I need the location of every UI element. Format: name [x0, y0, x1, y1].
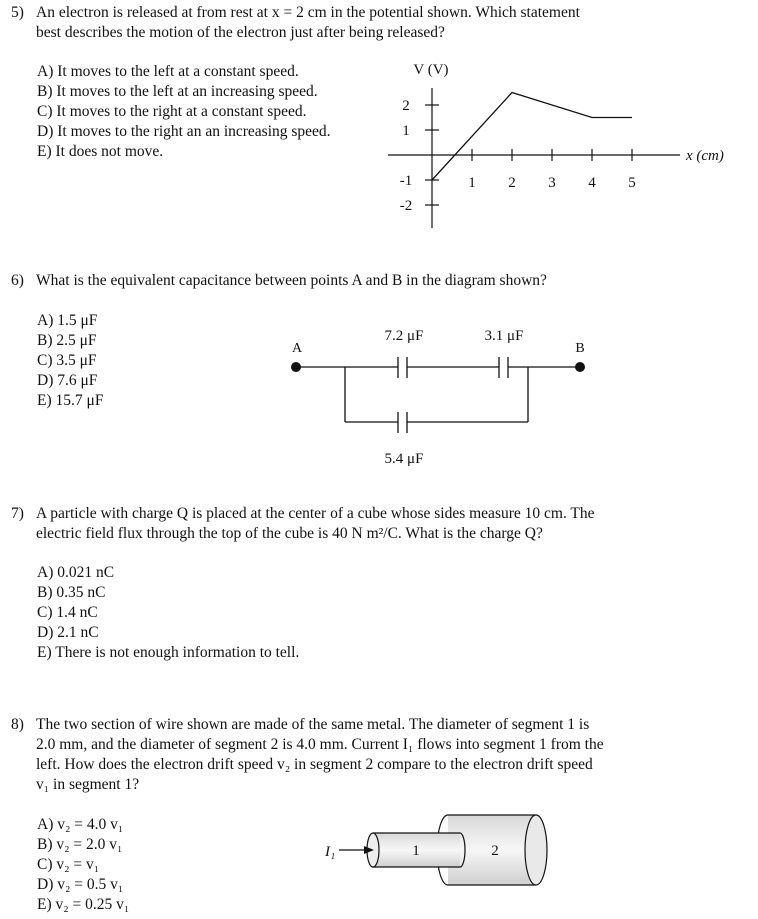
label-a: A	[291, 341, 303, 356]
q5-line2: best describes the motion of the electron just after being released?	[36, 24, 445, 41]
cap1-label: 7.2 μF	[384, 328, 424, 344]
q8-option-b[interactable]: B) v₂ = 2.0 v₁	[37, 836, 123, 853]
q6-question: What is the equivalent capacitance between points A and B in the diagram shown?	[36, 272, 547, 289]
x-tick-label-3: 3	[548, 175, 556, 191]
segment-2-label: 2	[491, 843, 499, 859]
x-axis-label: x (cm)	[686, 148, 724, 164]
segment-1-label: 1	[412, 843, 420, 859]
x-tick-label-4: 4	[588, 175, 596, 191]
cap3-label: 5.4 μF	[384, 451, 424, 467]
q8-option-c[interactable]: C) v₂ = v₁	[37, 856, 100, 873]
q6-option-b[interactable]: B) 2.5 μF	[37, 332, 97, 349]
x-tick-label-5: 5	[628, 175, 636, 191]
q5-option-c[interactable]: C) It moves to the right at a constant speed.	[37, 103, 307, 120]
q8-option-a[interactable]: A) v₂ = 4.0 v₁	[37, 816, 124, 833]
q7-line2: electric field flux through the top of the cube is 40 N m²/C. What is the charge Q?	[36, 525, 543, 542]
q7-option-a[interactable]: A) 0.021 nC	[37, 564, 115, 581]
y-tick-label--2: -2	[399, 198, 413, 214]
q7-option-d[interactable]: D) 2.1 nC	[37, 624, 99, 641]
q5-line1: An electron is released at from rest at x = 2 cm in the potential shown. Which statement	[36, 4, 580, 21]
y-tick-label-2: 2	[402, 98, 410, 114]
q8-line3: left. How does the electron drift speed v₂ in segment 2 compare to the electron drift speed	[36, 756, 593, 773]
q5-option-e[interactable]: E) It does not move.	[37, 143, 164, 160]
q5-option-b[interactable]: B) It moves to the left at an increasing speed.	[37, 83, 318, 100]
q6-option-c[interactable]: C) 3.5 μF	[37, 352, 97, 369]
y-axis-label: V (V)	[413, 62, 449, 78]
y-tick-label--1: -1	[399, 173, 413, 189]
q7-line1: A particle with charge Q is placed at the center of a cube whose sides measure 10 cm. The	[36, 505, 595, 522]
q7-number: 7)	[11, 505, 24, 522]
current-label: I₁	[325, 844, 336, 860]
q6-option-e[interactable]: E) 15.7 μF	[37, 392, 104, 409]
x-tick-label-1: 1	[468, 175, 476, 191]
q8-line1: The two section of wire shown are made of the same metal. The diameter of segment 1 is	[36, 716, 590, 733]
q8-option-d[interactable]: D) v₂ = 0.5 v₁	[37, 876, 124, 893]
q7-option-e[interactable]: E) There is not enough information to tell.	[37, 644, 300, 661]
y-tick-label-1: 1	[402, 123, 410, 139]
q5-option-d[interactable]: D) It moves to the right an an increasing speed.	[37, 123, 331, 140]
q5-number: 5)	[11, 4, 24, 21]
label-b: B	[575, 341, 585, 356]
cap2-label: 3.1 μF	[484, 328, 524, 344]
q6-number: 6)	[11, 272, 24, 289]
x-tick-label-2: 2	[508, 175, 516, 191]
q7-option-b[interactable]: B) 0.35 nC	[37, 584, 106, 601]
q5-option-a[interactable]: A) It moves to the left at a constant speed.	[37, 63, 299, 80]
q8-line4: v₁ in segment 1?	[36, 776, 140, 793]
q8-line2: 2.0 mm, and the diameter of segment 2 is 4.0 mm. Current I₁ flows into segment 1 from the	[36, 736, 604, 753]
q6-option-a[interactable]: A) 1.5 μF	[37, 312, 98, 329]
q8-option-e[interactable]: E) v₂ = 0.25 v₁	[37, 896, 130, 913]
q8-number: 8)	[11, 716, 24, 733]
q6-option-d[interactable]: D) 7.6 μF	[37, 372, 98, 389]
q7-option-c[interactable]: C) 1.4 nC	[37, 604, 98, 621]
